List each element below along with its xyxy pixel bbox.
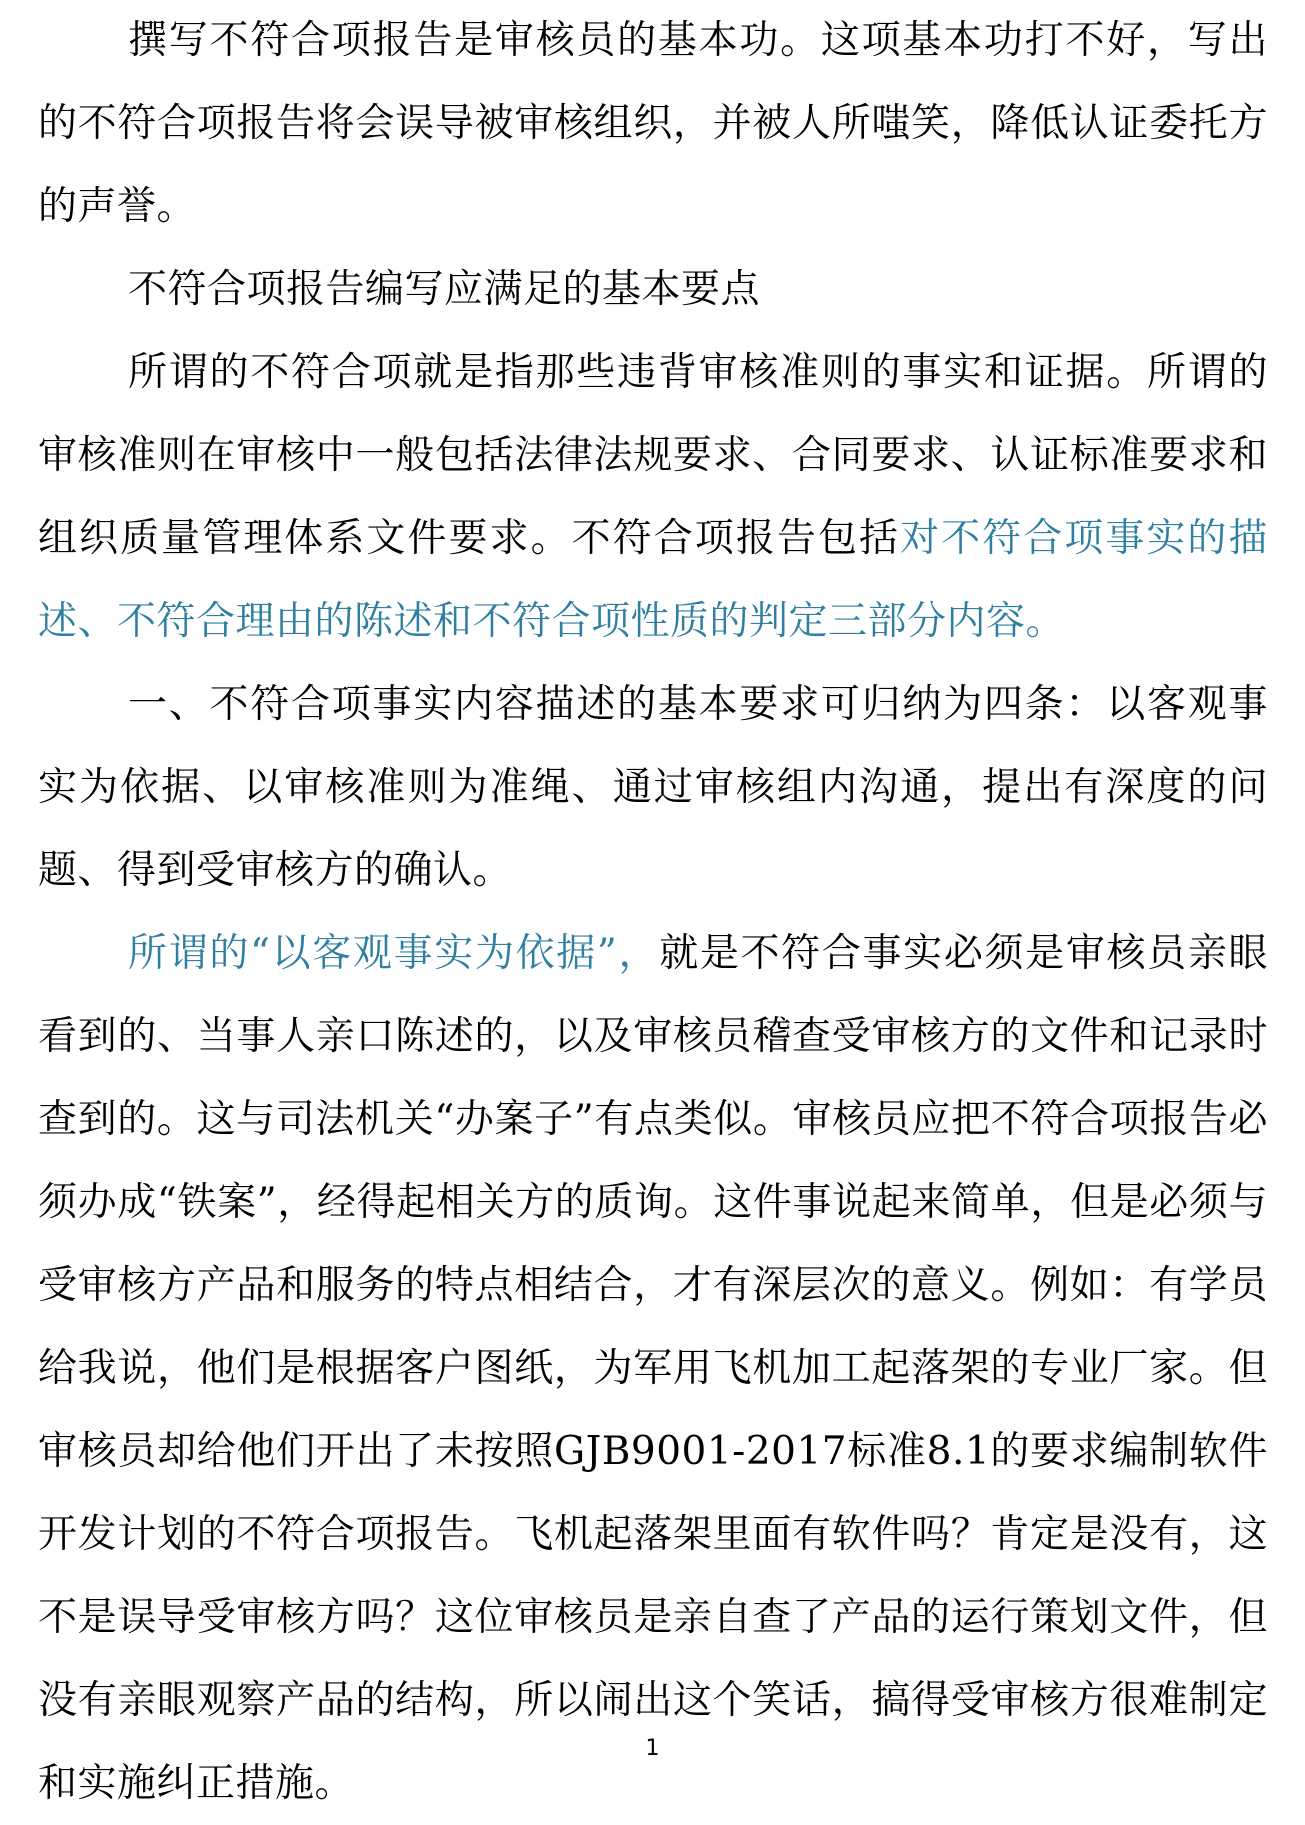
paragraph-intro (38, 0, 1268, 248)
paragraph-intro-text: 撰写不符合项报告是审核员的基本功。这项基本功打不好，写出的不符合项报告将会误导被审核组织，并被人所嗤笑，降低认证委托方的声誉。 (38, 18, 1268, 229)
page-number: 1 (645, 1736, 660, 1761)
section-heading-text: 不符合项报告编写应满足的基本要点 (128, 267, 761, 312)
paragraph-objective-facts-text: 就是不符合事实必须是审核员亲眼看到的、当事人亲口陈述的，以及审核员稽查受审核方的文件和记录时查到的。这与司法机关“办案子”有点类似。审核员应把不符合项报告必须办成“铁案”，经得起相关方的质询。这件事说起来简单，但是必须与受审核方产品和服务的特点相结合，才有深层次的意义。例如：有学员给我说，他们是根据客户图纸，为军用飞机加工起落架的专业厂家。但审核员却给他们开出了未按照GJB9001-2017标准8.1的要求编制软件开发计划的不符合项报告。飞机起落架里面有软件吗？肯定是没有，这不是误导受审核方吗？这位审核员是亲自查了产品的运行策划文件，但没有亲眼观察产品的结构，所以闹出这个笑话，搞得受审核方很难制定和实施纠正措施。 (38, 931, 1268, 1806)
paragraph-definition-text: 所谓的不符合项就是指那些违背审核准则的事实和证据。所谓的审核准则在审核中一般包括法律法规要求、合同要求、认证标准要求和组织质量管理体系文件要求。不符合项报告包括 (38, 350, 1268, 561)
paragraph-objective-facts (38, 912, 1268, 1825)
paragraph-objective-facts-highlight: 所谓的“以客观事实为依据”， (128, 931, 660, 976)
paragraph-definition (38, 331, 1268, 663)
paragraph-requirements (38, 663, 1268, 912)
document-body (38, 0, 1268, 1825)
section-heading (38, 248, 1268, 331)
paragraph-definition-highlight: 对不符合项事实的描述、不符合理由的陈述和不符合项性质的判定三部分内容。 (38, 516, 1268, 644)
paragraph-requirements-text: 一、不符合项事实内容描述的基本要求可归纳为四条：以客观事实为依据、以审核准则为准绳、通过审核组内沟通，提出有深度的问题、得到受审核方的确认。 (38, 682, 1268, 893)
